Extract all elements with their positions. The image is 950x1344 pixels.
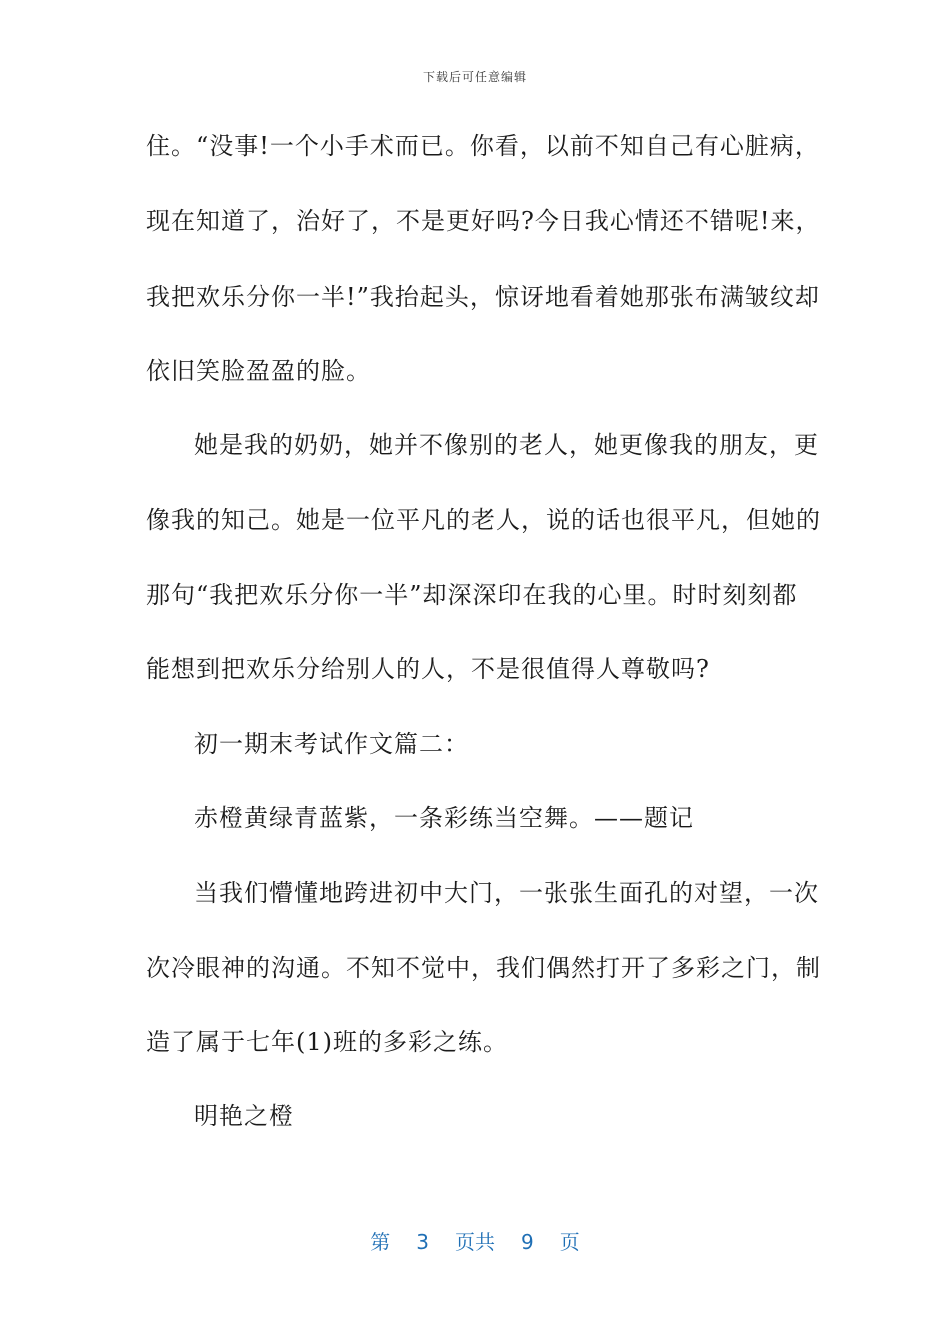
body-line-11: 当我们懵懂地跨进初中大门，一张张生面孔的对望，一次 bbox=[194, 879, 819, 907]
page-footer bbox=[0, 1226, 950, 1255]
body-line-8: 能想到把欢乐分给别人的人，不是很值得人尊敬吗? bbox=[146, 655, 710, 683]
section-heading: 初一期末考试作文篇二： bbox=[194, 730, 469, 758]
footer-middle: 页共 bbox=[455, 1230, 495, 1254]
epigraph-line: 赤橙黄绿青蓝紫，一条彩练当空舞。——题记 bbox=[194, 804, 694, 832]
body-line-2: 现在知道了，治好了，不是更好吗?今日我心情还不错呢!来， bbox=[146, 207, 821, 235]
body-line-4: 依旧笑脸盈盈的脸。 bbox=[146, 357, 371, 385]
body-line-5: 她是我的奶奶，她并不像别的老人，她更像我的朋友，更 bbox=[194, 431, 819, 459]
body-line-1: 住。“没事!一个小手术而已。你看，以前不知自己有心脏病， bbox=[146, 132, 820, 160]
footer-total-pages: 9 bbox=[521, 1230, 534, 1254]
header-note: 下载后可任意编辑 bbox=[422, 70, 527, 84]
body-line-7: 那句“我把欢乐分你一半”却深深印在我的心里。时时刻刻都 bbox=[146, 581, 798, 609]
subheading: 明艳之橙 bbox=[194, 1102, 294, 1130]
body-line-6: 像我的知己。她是一位平凡的老人，说的话也很平凡，但她的 bbox=[146, 506, 821, 534]
footer-prefix: 第 bbox=[370, 1230, 391, 1254]
body-line-3: 我把欢乐分你一半!”我抬起头，惊讶地看着她那张布满皱纹却 bbox=[146, 283, 820, 311]
body-line-12: 次冷眼神的沟通。不知不觉中，我们偶然打开了多彩之门，制 bbox=[146, 954, 821, 982]
body-line-13: 造了属于七年(1)班的多彩之练。 bbox=[146, 1028, 508, 1056]
footer-suffix: 页 bbox=[559, 1230, 580, 1254]
footer-current-page: 3 bbox=[416, 1230, 429, 1254]
